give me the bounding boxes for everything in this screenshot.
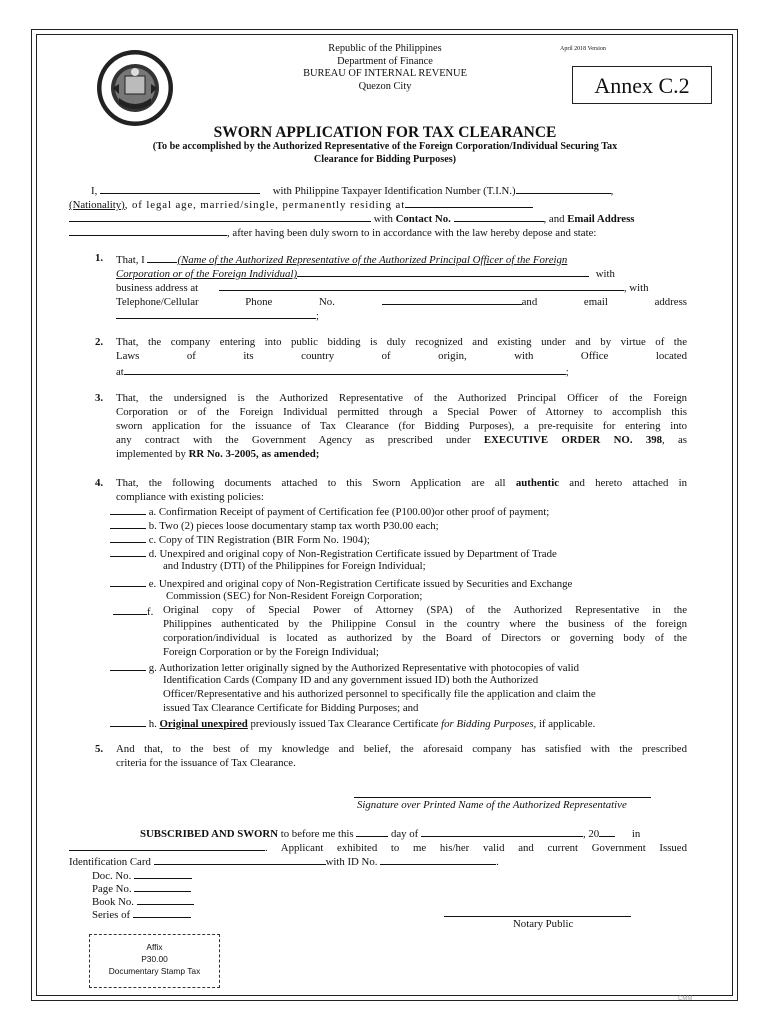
form-version: April 2018 Version [560,46,606,52]
item-3-line-5: implemented by RR No. 3-2005, as amended; [116,448,320,460]
bir-seal-logo [95,48,175,128]
form-subtitle [110,141,660,166]
footer-code: CMM [678,996,693,1002]
intro-line-4: , after having been duly sworn to in accordance with the law hereby depose and state: [69,225,596,239]
office-address-field[interactable] [124,364,566,375]
id-no-field[interactable] [380,854,496,865]
item-1-line-4: Telephone/Cellular Phone No. and email address [116,296,687,308]
jurat-day-field[interactable] [356,826,388,837]
jurat-line-3: Identification Card with ID No. . [69,856,499,868]
checklist-item-e-cont: Commission (SEC) for Non-Resident Foreign Corporation; [166,590,423,602]
stamp-description: Documentary Stamp Tax [108,966,201,976]
item-3-number: 3. [95,392,104,404]
book-no-row: Book No. [92,894,194,908]
residence-field[interactable] [405,197,533,208]
email-field-2[interactable] [116,308,316,319]
header-republic: Republic of the Philippines [328,43,442,54]
item-3-line-2: Corporation or of the Foreign Individual permitted through a Special Power of Attorney to accomplish this [116,406,687,418]
residence-field-cont[interactable] [69,211,371,222]
item-2-line-2: Laws of its country of origin, with Office located [116,350,687,362]
notary-signature-line[interactable] [444,916,631,917]
item-3-line-1: That, the undersigned is the Authorized Representative of the Authorized Principal Officer of the Foreign [116,392,687,404]
item-1-line-1: That, I (Name of the Authorized Representative of the Authorized Principal Officer of the Foreign [116,254,568,266]
signature-line[interactable] [354,797,651,798]
item-4-number: 4. [95,477,104,489]
series-row: Series of [92,907,191,921]
item-1-number: 1. [95,252,104,264]
item-3-line-4: any contract with the Government Agency as prescribed under EXECUTIVE ORDER NO. 398, as [116,434,687,446]
email-field[interactable] [69,225,227,236]
checklist-item-g-l4: issued Tax Clearance Certificate for Bidding Purposes; and [163,702,419,714]
item-5-number: 5. [95,743,104,755]
checklist-item-f-l1: Original copy of Special Power of Attorney (SPA) of the Authorized Representative in the [163,604,687,616]
subtitle-line-2: Clearance for Bidding Purposes) [313,153,457,165]
jurat-place-field[interactable] [69,840,265,851]
jurat-year-field[interactable] [599,826,615,837]
header-bureau: BUREAU OF INTERNAL REVENUE [303,68,467,79]
checklist-item-g: g. Authorization letter originally signed by the Authorized Representative with photocopies of valid [110,660,579,674]
checklist-item-g-l2: Identification Cards (Company ID and any government issued ID) both the Authorized [163,674,539,686]
tin-field[interactable] [516,183,611,194]
jurat-month-field[interactable] [421,826,583,837]
checkbox-line-b[interactable] [110,518,146,529]
contact-no-field[interactable] [454,211,544,222]
item-1-line-2: Corporation or of the Foreign Individual) with [116,268,615,280]
checkbox-line-g[interactable] [110,660,146,671]
doc-no-row: Doc. No. [92,868,192,882]
id-card-field[interactable] [154,854,326,865]
item-2-number: 2. [95,336,104,348]
stamp-amount: P30.00 [141,954,168,964]
rep-name-field[interactable] [297,266,589,277]
checklist-item-h: h. Original unexpired previously issued Tax Clearance Certificate for Bidding Purposes, if applicable. [110,716,595,730]
item-1-line-5: ; [116,308,319,322]
intro-line-3: with Contact No. , and Email Address [69,211,635,225]
stamp-affix: Affix [146,942,163,952]
subtitle-line-1: (To be accomplished by the Authorized Representative of the Foreign Corporation/Individual Securing Tax [152,141,618,152]
intro-line-1: I, with Philippine Taxpayer Identification Number (T.I.N.) , [91,185,614,197]
checklist-item-f-l3: corporation/individual is located as authorized by the Board of Directors or governing body of the [163,632,687,644]
phone-field[interactable] [382,294,522,305]
checkbox-line-e[interactable] [110,576,146,587]
checklist-item-d: d. Unexpired and original copy of Non-Registration Certificate issued by Department of Trade [110,546,557,560]
series-field[interactable] [133,907,191,918]
form-title: SWORN APPLICATION FOR TAX CLEARANCE [213,124,557,141]
page-no-row: Page No. [92,881,191,895]
book-no-field[interactable] [137,894,194,905]
doc-no-field[interactable] [134,868,192,879]
item-3-line-3: sworn application for the issuance of Tax Clearance (for Bidding Purposes), a pre-requisite for entering into [116,420,687,432]
item-1-line-3: business address at , with [116,282,649,294]
checkbox-line-h[interactable] [110,716,146,727]
checklist-item-g-l3: Officer/Representative and his authorized personnel to specifically file the application and claim the [163,688,596,700]
item-4-line-2: compliance with existing policies: [116,491,264,503]
checklist-item-d-cont: and Industry (DTI) of the Philippines for Foreign Individual; [163,560,426,572]
checkbox-line-c[interactable] [110,532,146,543]
item-5-line-2: criteria for the issuance of Tax Clearance. [116,757,296,769]
header-department: Department of Finance [337,55,433,67]
checkbox-line-f[interactable] [113,604,147,615]
notary-public-label: Notary Public [513,918,574,930]
checkbox-line-a[interactable] [110,504,146,515]
checklist-item-f-l2: Philippines authenticated by the Philippine Consul in the country where the business of the foreign [163,618,687,630]
item-2-line-1: That, the company entering into public bidding is duly recognized and existing under and by virtue of the [116,336,687,348]
checklist-item-c: c. Copy of TIN Registration (BIR Form No. 1904); [110,532,370,546]
checkbox-line-d[interactable] [110,546,146,557]
signature-caption: Signature over Printed Name of the Authorized Representative [357,799,627,811]
nationality-field[interactable]: (Nationality) [69,199,125,211]
intro-line-2: (Nationality), of legal age, married/single, permanently residing at [69,197,533,211]
checklist-item-a: a. Confirmation Receipt of payment of Certification fee (P100.00)or other proof of payment; [110,504,549,518]
item-2-line-3: at ; [116,366,569,378]
header-city: Quezon City [358,80,412,92]
documentary-stamp-box [89,934,220,988]
agency-header [250,43,520,93]
checklist-item-b: b. Two (2) pieces loose documentary stamp tax worth P30.00 each; [110,518,439,532]
checklist-item-f-l4: Foreign Corporation or by the Foreign Individual; [163,646,379,658]
annex-label: Annex C.2 [572,66,712,104]
checklist-item-f: f. [113,604,153,618]
jurat-line-2: . Applicant exhibited to me his/her valid and current Government Issued [69,840,687,854]
item-5-line-1: And that, to the best of my knowledge and belief, the aforesaid company has satisfied with the prescribed [116,743,687,755]
name-field[interactable] [100,183,260,194]
item-4-line-1: That, the following documents attached to this Sworn Application are all authentic and hereto attached in [116,477,688,489]
page-no-field[interactable] [134,881,191,892]
jurat-line-1: SUBSCRIBED AND SWORN to before me this day of , 20 in [140,828,641,840]
checklist-item-e: e. Unexpired and original copy of Non-Registration Certificate issued by Securities and Exchange [110,576,572,590]
